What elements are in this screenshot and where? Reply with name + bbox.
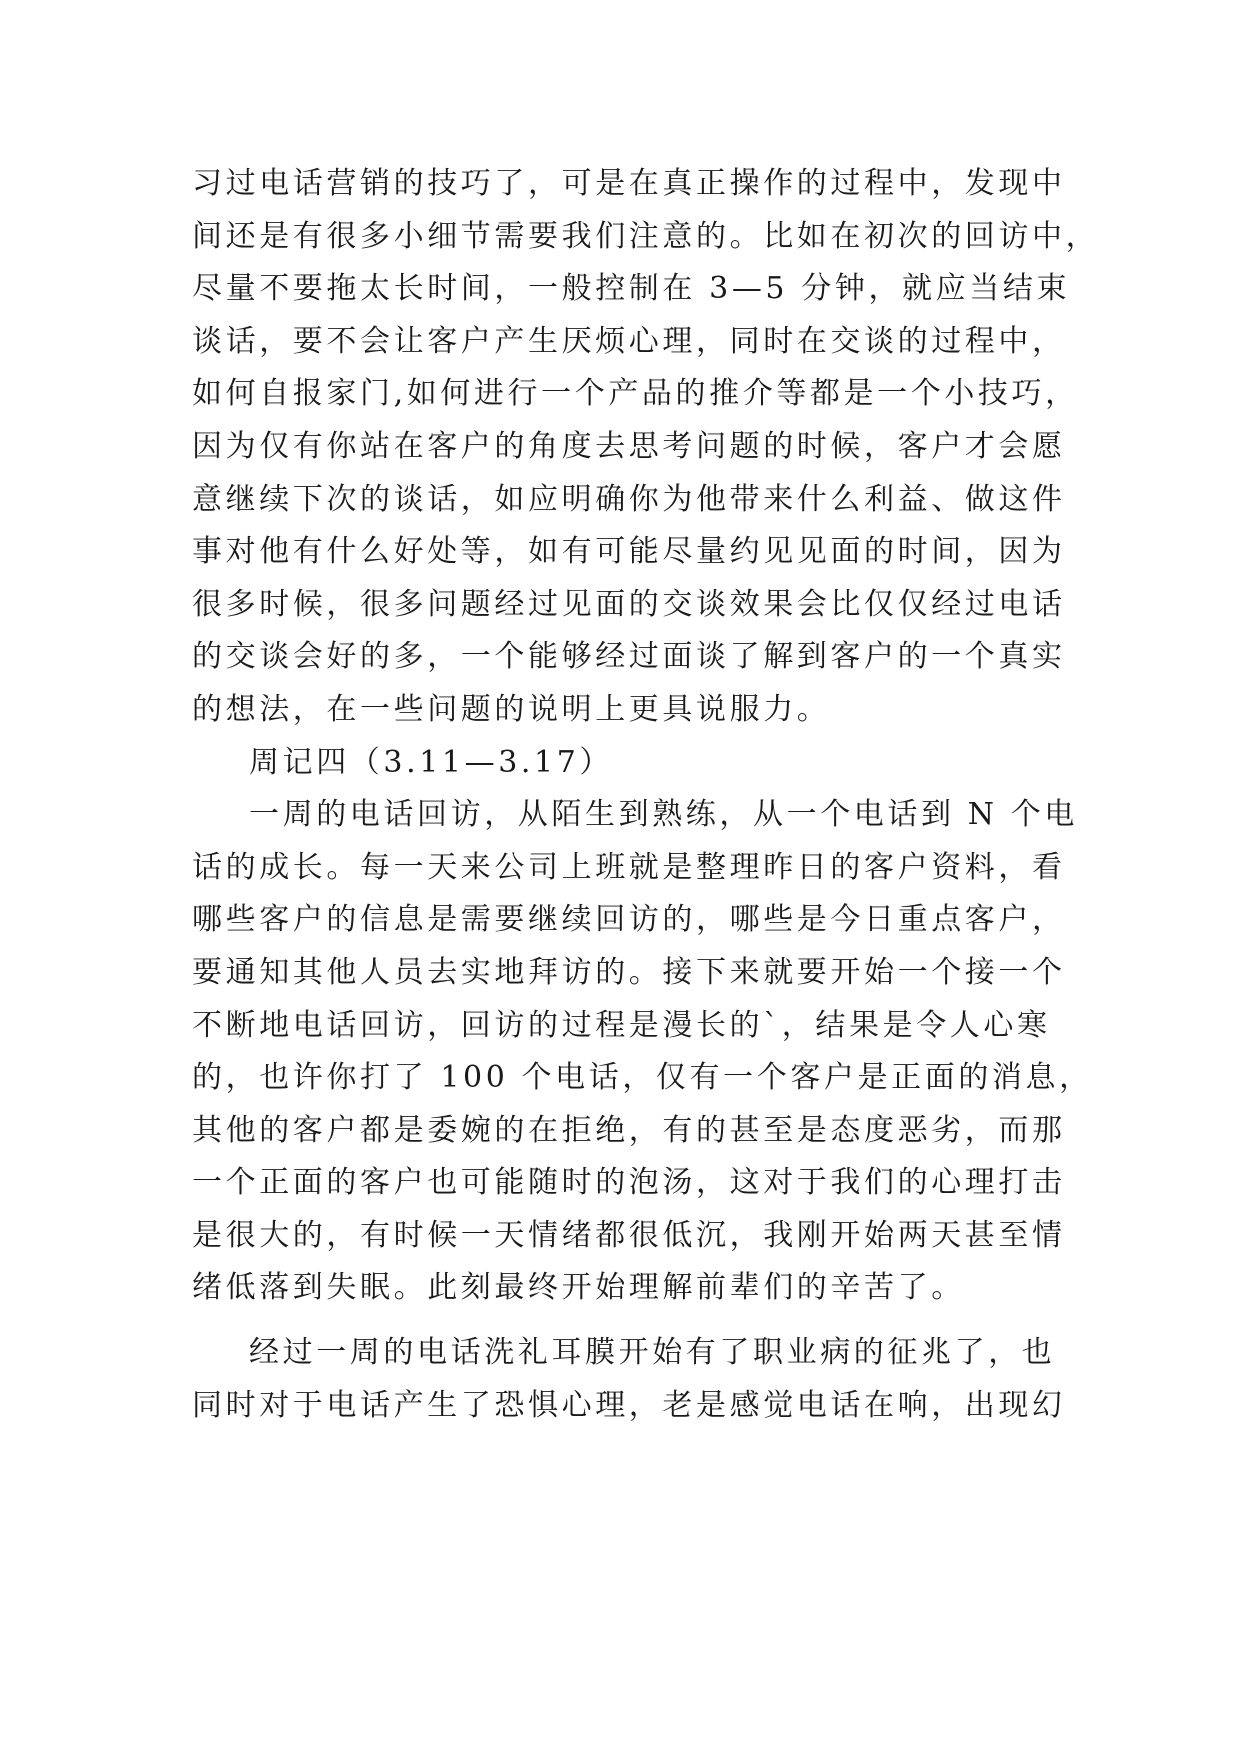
text-line: 意继续下次的谈话，如应明确你为他带来什么利益、做这件 (192, 481, 1066, 517)
text-line: 同时对于电话产生了恐惧心理，老是感觉电话在响，出现幻 (192, 1387, 1066, 1423)
text-line: 很多时候，很多问题经过见面的交谈效果会比仅仅经过电话 (192, 586, 1066, 622)
text-line: 话的成长。每一天来公司上班就是整理昨日的客户资料，看 (192, 849, 1066, 885)
text-line: 的，也许你打了 100 个电话，仅有一个客户是正面的消息， (192, 1060, 1093, 1096)
text-line: 因为仅有你站在客户的角度去思考问题的时候，客户才会愿 (192, 428, 1066, 464)
text-line: 习过电话营销的技巧了，可是在真正操作的过程中，发现中 (192, 166, 1066, 201)
text-line: 不断地电话回访，回访的过程是漫长的`，结果是令人心寒 (192, 1007, 1051, 1043)
text-line: 事对他有什么好处等，如有可能尽量约见见面的时间，因为 (192, 534, 1066, 570)
body-text (192, 158, 1100, 1432)
text-line: 要通知其他人员去实地拜访的。接下来就要开始一个接一个 (192, 954, 1066, 990)
text-line: 谈话，要不会让客户产生厌烦心理，同时在交谈的过程中， (192, 323, 1066, 359)
text-line: 一周的电话回访，从陌生到熟练，从一个电话到 N 个电 (249, 797, 1078, 833)
text-line: 尽量不要拖太长时间，一般控制在 3—5 分钟，就应当结束 (192, 271, 1071, 307)
paragraph-gap (192, 1315, 1060, 1327)
text-line: 的交谈会好的多，一个能够经过面谈了解到客户的一个真实 (192, 639, 1066, 675)
text-line: 经过一周的电话洗礼耳膜开始有了职业病的征兆了，也 (249, 1335, 1056, 1371)
text-line: 间还是有很多小细节需要我们注意的。比如在初次的回访中， (192, 218, 1100, 254)
text-line: 是很大的，有时候一天情绪都很低沉，我刚开始两天甚至情 (192, 1217, 1066, 1253)
section-heading: 周记四（3.11—3.17） (249, 744, 613, 780)
text-line: 哪些客户的信息是需要继续回访的，哪些是今日重点客户， (192, 902, 1066, 938)
text-line: 绪低落到失眠。此刻最终开始理解前辈们的辛苦了。 (192, 1270, 965, 1306)
text-line: 如何自报家门,如何进行一个产品的推介等都是一个小技巧， (192, 376, 1079, 412)
text-line: 一个正面的客户也可能随时的泡汤，这对于我们的心理打击 (192, 1165, 1066, 1201)
text-line: 的想法，在一些问题的说明上更具说服力。 (192, 691, 831, 727)
text-line: 其他的客户都是委婉的在拒绝，有的甚至是态度恶劣，而那 (192, 1112, 1066, 1148)
